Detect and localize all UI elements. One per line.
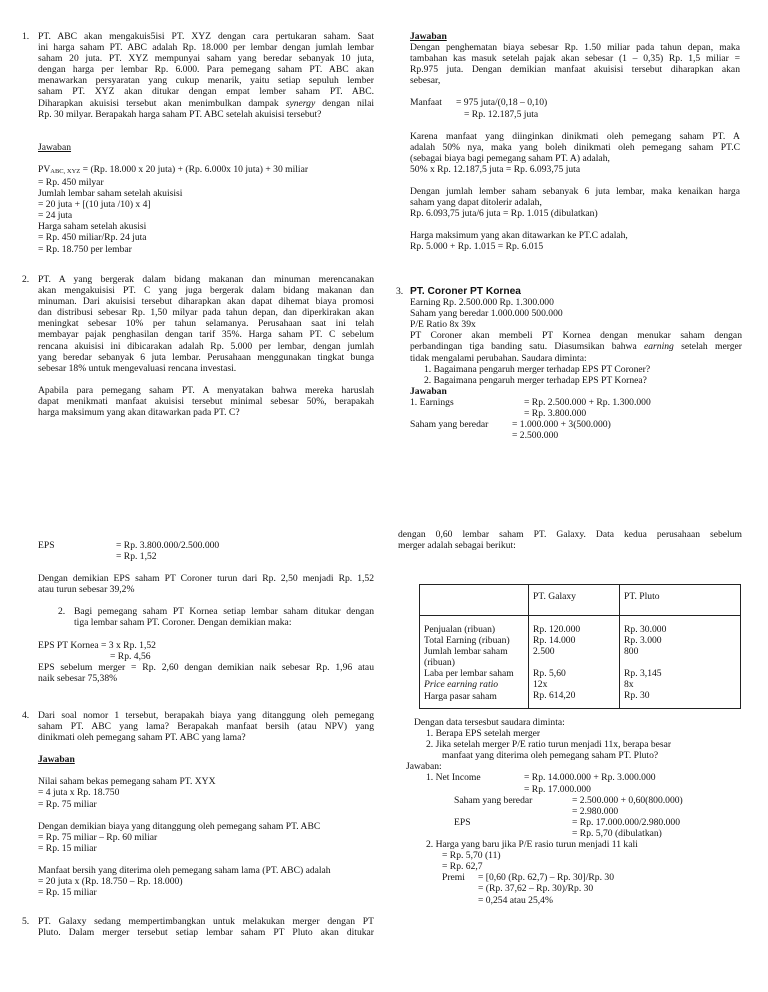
item-number: 2. — [58, 606, 66, 618]
text-line: tidak mengalami perubahan. Saudara diminta: — [410, 352, 587, 364]
question-5-number: 5. — [22, 916, 30, 928]
table-cell-pluto: Rp. 30.000 Rp. 3.000 800 Rp. 3,145 8x Rp. 30 — [620, 616, 741, 709]
question-1-number: 1. — [22, 31, 30, 42]
text-line: sebesar, — [410, 75, 441, 87]
financial-data-table — [419, 584, 741, 709]
list-item: 2. Harga yang baru jika P/E rasio turun menjadi 11 kali — [426, 839, 638, 851]
text-line: Earning Rp. 2.500.000 Rp. 1.300.000 — [410, 297, 554, 309]
list-item: manfaat yang diterima oleh pemegang saham PT. Pluto? — [442, 750, 659, 762]
calc-line: = Rp. 75 miliar – Rp. 60 miliar — [38, 831, 158, 843]
text-line: membayar pajak penghasilan dengan tarif 35%. Harga saham PT. C sebelum — [38, 329, 374, 341]
calc-line: EPS PT Kornea = 3 x Rp. 1,52 — [38, 639, 156, 651]
calc-line: = Rp. 450 milyar — [38, 176, 104, 188]
calc-line: 1. Earnings = Rp. 2.500.000 + Rp. 1.300.000 — [410, 396, 651, 408]
text-line: dinikmati oleh pemegang saham PT. ABC yang lama? — [38, 732, 246, 744]
calc-line: = 20 juta x (Rp. 18.750 – Rp. 18.000) — [38, 876, 183, 888]
text-line: rencana akuisisi ini dibicarakan adalah Rp. 5.000 per lembar, dengan jumlah — [38, 340, 374, 352]
calc-line: Saham yang beredar = 2.500.000 + 0,60(800.000) — [454, 794, 683, 806]
question-5-cont — [398, 529, 742, 551]
text-line: Rp. 30 milyar. Berapakah harga saham PT. ABC setelah akuisisi tersebut? — [38, 108, 322, 120]
calc-line: = 2.980.000 — [572, 805, 619, 817]
question-2 — [22, 274, 374, 418]
text-line: Rp. 5.000 + Rp. 1.015 = Rp. 6.015 — [410, 241, 544, 253]
text-line: saham PT. ABC yang lama? Berapakah manfaat bersih (atau NPV) yang — [38, 721, 374, 733]
calc-line: EPS = Rp. 17.000.000/2.980.000 — [454, 816, 681, 828]
calc-line: Saham yang beredar = 1.000.000 + 3(500.000) — [410, 419, 611, 431]
calc-line: = Rp. 1,52 — [116, 551, 157, 563]
text-line: EPS sebelum merger = Rp. 2,60 dengan demikian naik sebesar Rp. 1,96 atau — [38, 661, 374, 673]
calc-line: = Rp. 17.000.000 — [524, 783, 591, 795]
text-line: Apabila para pemegang saham PT. A menyatakan bahwa mereka haruslah — [38, 384, 374, 396]
calc-line: = Rp. 5,70 (dibulatkan) — [572, 827, 662, 839]
calc-line: = Rp. 4,56 — [110, 650, 151, 662]
text-line: tambahan kas masuk setelah pajak akan sebesar (1 – 0,35) Rp. 1,5 miliar = — [410, 53, 740, 65]
text-line: Dari soal nomor 1 tersebut, berapakah biaya yang ditanggung oleh pemegang — [38, 710, 374, 721]
text-line: naik sebesar 75,38% — [38, 672, 118, 684]
jawaban-heading: Jawaban — [410, 385, 447, 397]
question-1 — [22, 31, 374, 255]
text-line: atau turun sebesar 39,2% — [38, 584, 135, 596]
text-line: Dengan penghematan biaya sebesar Rp. 1.50 miliar pada tahun depan, maka — [410, 42, 740, 54]
text-line: saham yang dapat ditolerir adalah, — [410, 197, 542, 209]
calc-line: = (Rp. 37,62 – Rp. 30)/Rp. 30 — [478, 883, 594, 895]
calc-line: Dengan demikian biaya yang ditanggung oleh pemegang saham PT. ABC — [38, 820, 321, 832]
calc-line: = 24 juta — [38, 210, 73, 222]
calc-line: = 20 juta + [(10 juta /10) x 4] — [38, 199, 151, 211]
calc-line: = Rp. 5,70 (11) — [442, 850, 501, 862]
pv-formula: PVABC, XYZ = (Rp. 18.000 x 20 juta) + (Rp. 6.000x 10 juta) + 30 miliar — [38, 163, 309, 175]
text-line: Dengan jumlah lember saham sebanyak 6 juta lembar, maka kenaikan harga — [410, 186, 740, 198]
text-line: 50% x Rp. 12.187,5 juta = Rp. 6.093,75 juta — [410, 163, 581, 175]
calc-line: Manfaat bersih yang diterima oleh pemegang saham lama (PT. ABC) adalah — [38, 864, 331, 876]
list-item: 1. Bagaimana pengaruh merger terhadap EPS PT Coroner? — [424, 363, 651, 375]
text-line: dengan 0,60 lembar saham PT. Galaxy. Data kedua perusahaan sebelum — [398, 529, 742, 540]
calc-line: = Rp. 75 miliar — [38, 798, 97, 810]
text-line: PT. Galaxy sedang mempertimbangkan untuk melakukan merger dengan PT — [38, 916, 374, 928]
text-line: (sebagai biaya bagi pemegang saham PT. A) adalah, — [410, 152, 610, 164]
text-line: Saham yang beredar 1.000.000 500.000 — [410, 308, 563, 320]
text-line: Harga maksimum yang akan ditawarkan ke PT.C adalah, — [410, 230, 628, 242]
text-line: Karena manfaat yang diinginkan dinikmati oleh pemegang saham PT. A — [410, 130, 740, 142]
text-line: Dengan data tersesbut saudara diminta: — [414, 717, 565, 728]
list-item: 1. Berapa EPS setelah merger — [426, 728, 541, 740]
jawaban-heading: Jawaban — [410, 31, 447, 42]
text-line: akan mengakuisisi PT. C yang juga bergerak dalam bidang makanan dan — [38, 285, 374, 297]
question-2-number: 2. — [22, 274, 30, 285]
calc-line: Harga saham setelah akusisi — [38, 221, 147, 233]
text-line: sebesar 18% untuk mengevaluasi rencana investasi. — [38, 362, 237, 374]
list-item: 2. Jika setelah merger P/E ratio turun menjadi 11x, berapa besar — [426, 739, 672, 751]
text-line: yang beredar sebanyak 6 juta lembar. Perusahaan menggunakan tingkat bunga — [38, 351, 374, 363]
text-line: Bagi pemegang saham PT Kornea setiap lembar saham ditukar dengan — [74, 606, 374, 618]
table-header-galaxy: PT. Galaxy — [529, 585, 620, 616]
jawaban-heading: Jawaban — [38, 754, 75, 766]
text-line: merger adalah sebagai berikut: — [398, 540, 516, 552]
text-line: minuman. Dari akuisisi tersebut diharapkan akan dapat dihemat biaya promosi — [38, 296, 374, 308]
calc-line: = 4 juta x Rp. 18.750 — [38, 787, 120, 799]
calc-line: Premi = [0,60 (Rp. 62,7) – Rp. 30]/Rp. 30 — [442, 872, 614, 884]
text-line: saham PT. XYZ akan ditukar dengan empat lember saham PT. ABC. — [38, 86, 374, 98]
calc-line: = Rp. 15 miliar — [38, 887, 97, 899]
table-cell — [420, 585, 529, 616]
calc-line: = Rp. 450 miliar/Rp. 24 juta — [38, 232, 147, 244]
answer-2 — [410, 31, 740, 253]
text-line: dapat menikmati manfaat akuisisi tersebut minimal sebesar 50%, berapakah — [38, 395, 374, 407]
manfaat-line: Manfaat = 975 juta/(0,18 – 0,10) — [410, 97, 548, 109]
table-row — [420, 616, 741, 709]
text-line: Diharapkan akuisisi tersebut akan menimbulkan dampak synergy dengan nilai — [38, 97, 374, 109]
question-3-number: 3. — [396, 286, 404, 297]
text-line: PT. ABC akan mengakuis5isi PT. XYZ dengan cara pertukaran saham. Saat — [38, 31, 374, 42]
text-line: dan distribusi sebesar Rp. 1,50 milyar pada tahun depan, dan diperkirakan akan — [38, 307, 374, 319]
text-line: adalah 50% nya, maka yang boleh dinikmati oleh pemegang saham PT.C — [410, 141, 740, 153]
table-cell-labels: Penjualan (ribuan) Total Earning (ribuan) Jumlah lembar saham (ribuan) Laba per lembar saham Price earning ratio Harga pasar saham — [420, 616, 529, 709]
calc-line: EPS = Rp. 3.800.000/2.500.000 — [38, 540, 220, 551]
text-line: dengan harga per lembar Rp. 6.000. Para pemegang saham PT. ABC akan — [38, 64, 374, 76]
table-header-pluto: PT. Pluto — [620, 585, 741, 616]
table-cell-galaxy: Rp. 120.000 Rp. 14.000 2.500 Rp. 5,60 12x Rp. 614,20 — [529, 616, 620, 709]
question-4 — [22, 710, 374, 938]
text-line: Pluto. Dalam merger tersebut setiap lembar saham PT Pluto akan ditukar — [38, 927, 374, 939]
text-line: Dengan demikian EPS saham PT Coroner turun dari Rp. 2,50 menjadi Rp. 1,52 — [38, 573, 374, 585]
answer-5 — [398, 717, 742, 906]
text-line: P/E Ratio 8x 39x — [410, 319, 476, 331]
text-line: saham 20 juta. PT. XYZ mempunyai saham yang beredar sebanyak 10 juta, — [38, 53, 374, 65]
calc-line: Nilai saham bekas pemegang saham PT. XYX — [38, 776, 216, 788]
calc-line: = Rp. 15 miliar — [38, 842, 97, 854]
answer-3-cont — [38, 540, 374, 684]
text-line: meningkat sebesar 10% per tahun selamanya. Perusahaan saat ini telah — [38, 318, 374, 330]
text-line: menawarkan persyaratan yang cukup menarik, yaitu setiap sepuluh lember — [38, 75, 374, 87]
text-line: ini harga saham PT. ABC adalah Rp. 18.000 per lembar dengan jumlah lembar — [38, 42, 374, 54]
calc-line: = Rp. 3.800.000 — [524, 408, 587, 420]
question-3 — [396, 286, 742, 441]
manfaat-line: = Rp. 12.187,5 juta — [464, 108, 539, 120]
question-3-title: PT. Coroner PT Kornea — [410, 286, 521, 297]
list-item: 2. Bagaimana pengaruh merger terhadap EPS PT Kornea? — [424, 374, 647, 386]
jawaban-heading: Jawaban — [38, 141, 72, 153]
text-line: Rp. 6.093,75 juta/6 juta = Rp. 1.015 (dibulatkan) — [410, 208, 598, 220]
text-line: perbandingan tiga banding satu. Diasumsikan bahwa earning setelah merger — [410, 341, 742, 353]
text-line: tiga lembar saham PT. Coroner. Dengan demikian maka: — [74, 617, 292, 629]
calc-line: = Rp. 62,7 — [442, 861, 483, 873]
text-line: Rp.975 juta. Dengan demikian manfaat akuisisi tersebut diharapkan akan — [410, 64, 740, 76]
calc-line: Jumlah lembar saham setelah akuisisi — [38, 188, 183, 200]
calc-line: = 0,254 atau 25,4% — [478, 894, 553, 906]
calc-line: = Rp. 18.750 per lembar — [38, 243, 132, 255]
table-header-row — [420, 585, 741, 616]
calc-line: 1. Net Income = Rp. 14.000.000 + Rp. 3.000.000 — [426, 772, 656, 784]
text-line: PT. A yang bergerak dalam bidang makanan dan minuman merencanakan — [38, 274, 374, 285]
text-line: harga maksimum yang akan ditawarkan pada PT. C? — [38, 407, 240, 419]
calc-line: = 2.500.000 — [512, 430, 559, 442]
question-4-number: 4. — [22, 710, 30, 721]
text-line: PT Coroner akan membeli PT Kornea dengan menukar saham dengan — [410, 330, 742, 342]
jawaban-heading: Jawaban: — [406, 761, 442, 773]
